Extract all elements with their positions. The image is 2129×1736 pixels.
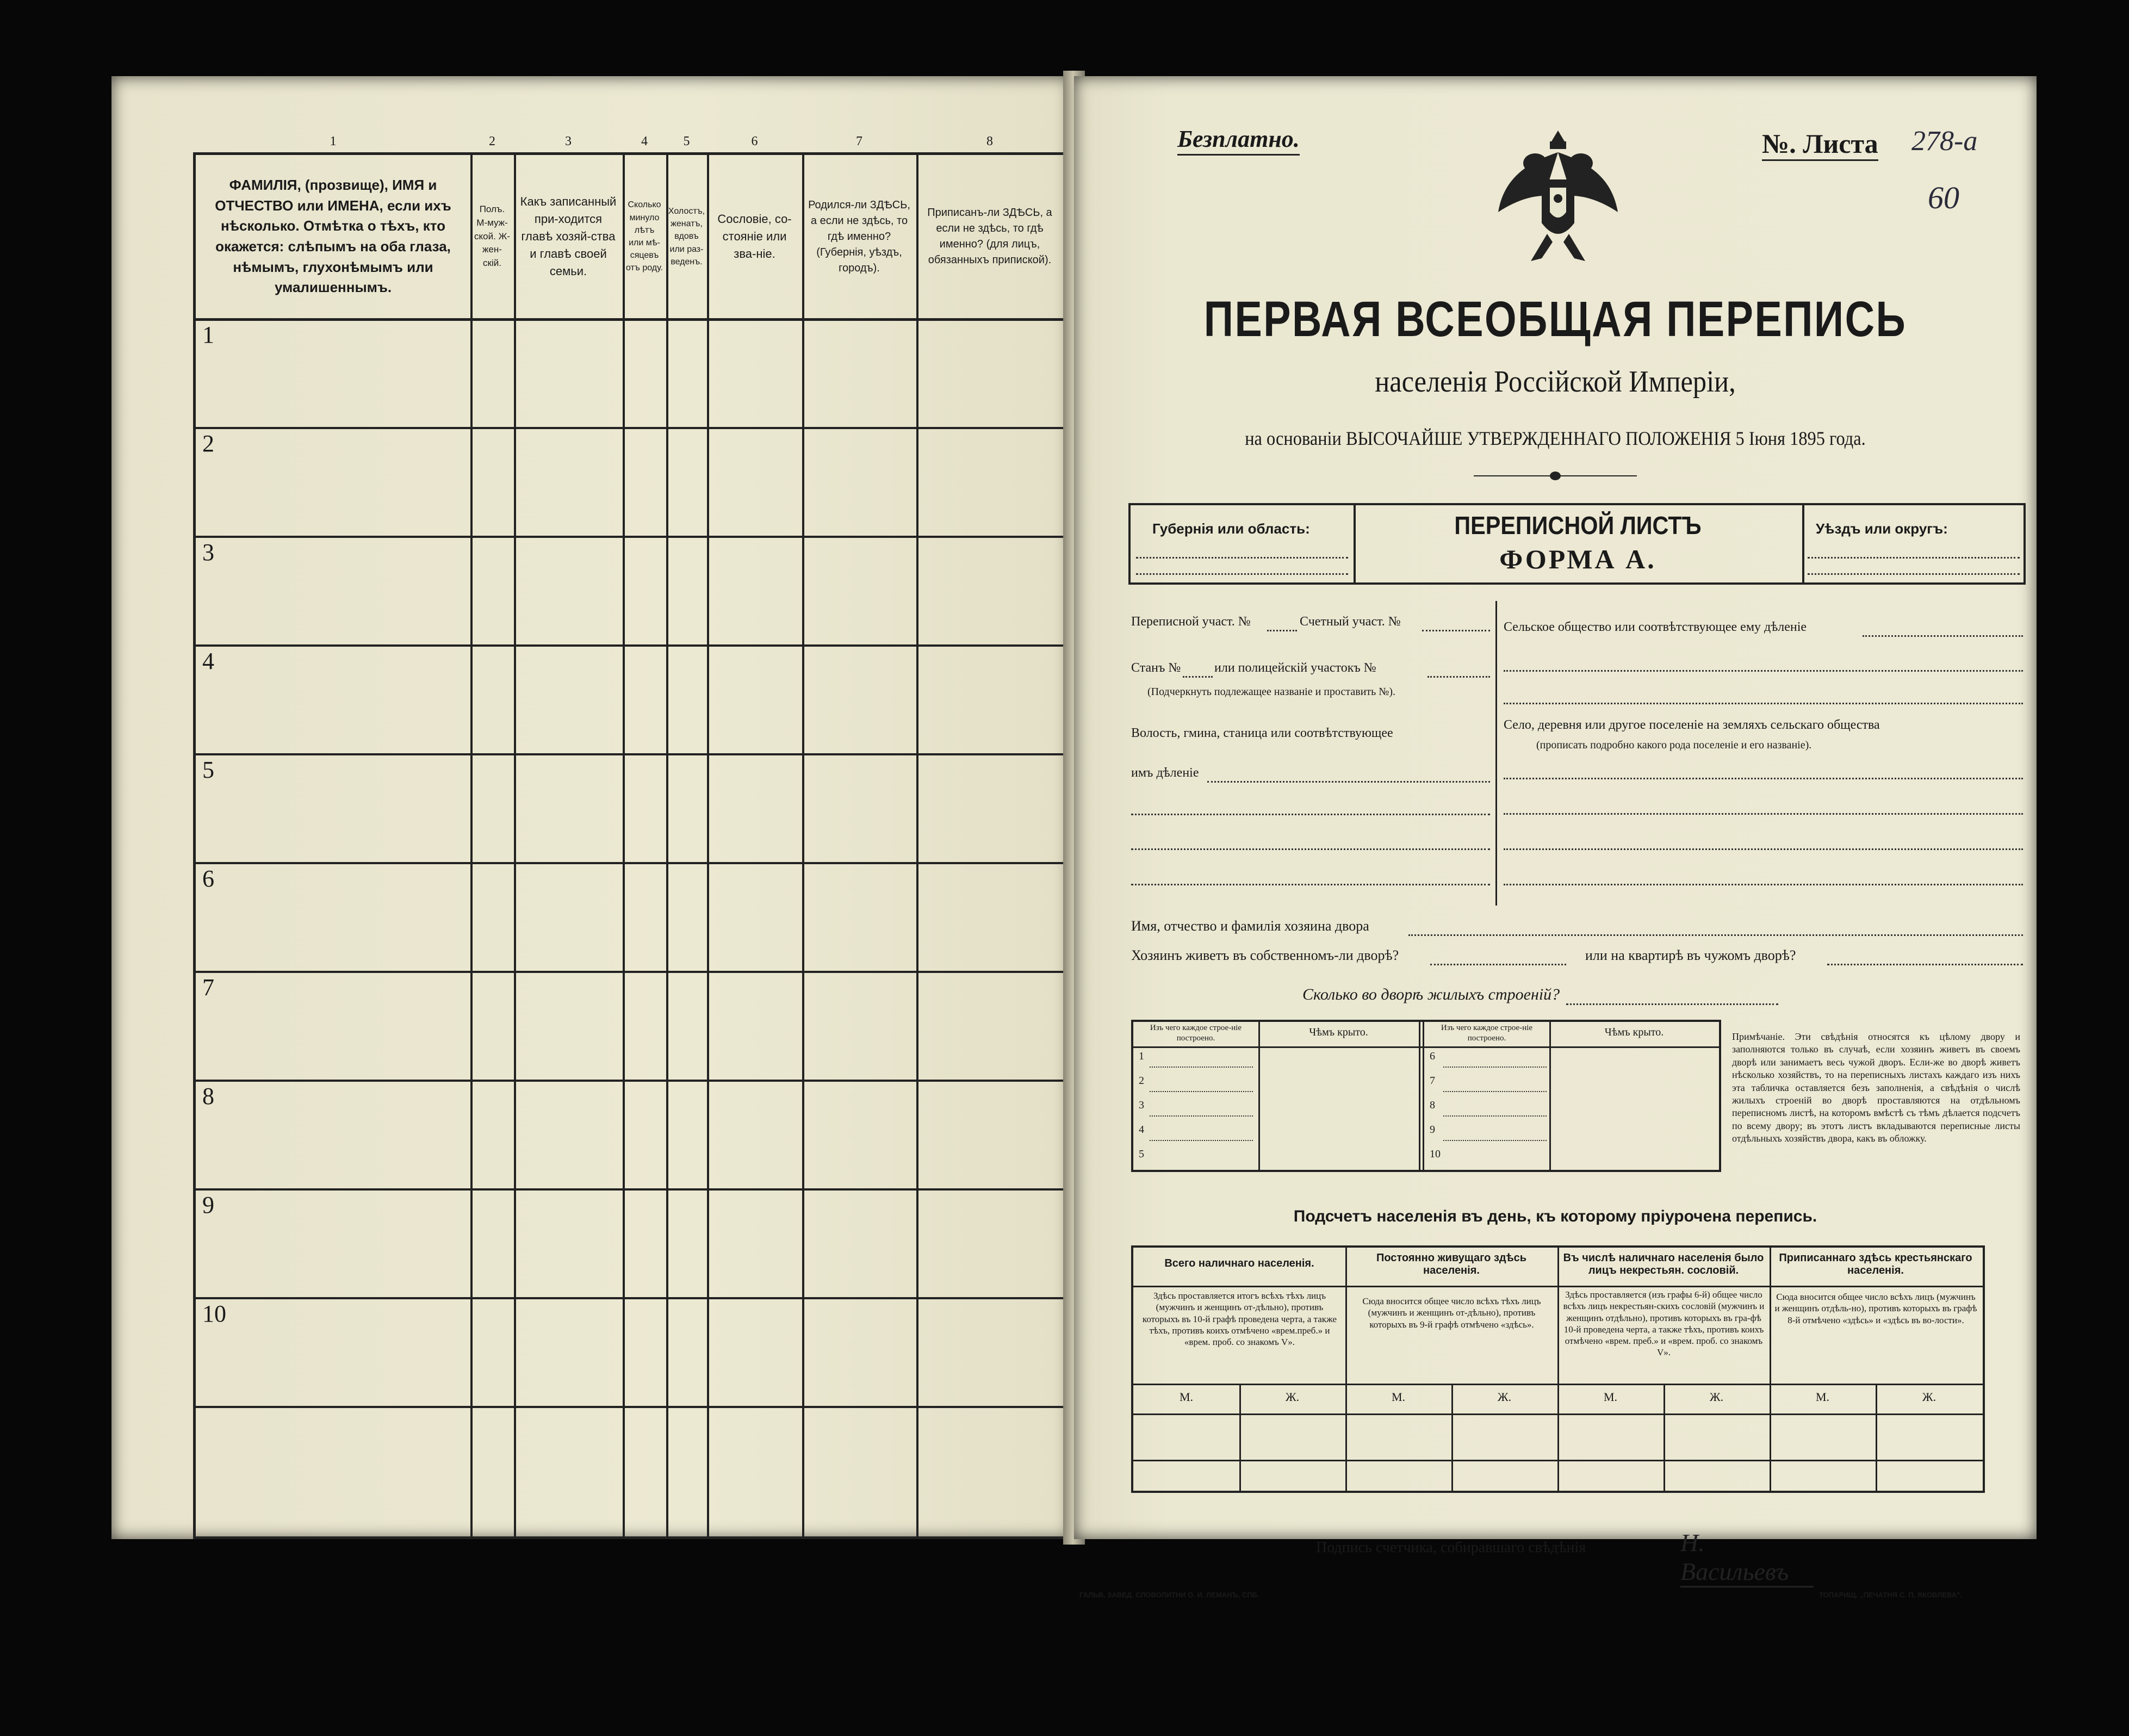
- count-text-total: Здѣсь проставляется итогъ всѣхъ тѣхъ лицъ (мужчинъ и женщинъ от-дѣльно), противъ которыхъ въ 10-й графѣ проведена черта, а также тѣхъ, противъ коихъ отмѣчено «врем.преб.» и «врем. проб. со знакомъ V».: [1142, 1291, 1337, 1347]
- header-marital: Холостъ, женатъ, вдовъ или раз-веденъ.: [668, 207, 705, 266]
- printer-left: ГАЛЬВ. ЗАВЕД. СЛОВОЛИТНИ О. И. ЛЕМАНЪ, СПБ.: [1079, 1591, 1259, 1599]
- buildings-col-material-2: Изъ чего каждое строе-ніе построено.: [1441, 1024, 1533, 1043]
- column-number: 7: [856, 134, 862, 148]
- count-text-nonpeasant: Здѣсь проставляется (изъ графы 6-й) общее число всѣхъ лицъ некрестьян-скихъ сословій (мужчинъ и женщинъ отдѣльно), противъ которыхъ въ гра-фѣ 10-й проведена черта, а также тѣхъ, противъ коихъ отмѣчено «врем. преб.» и «врем. проб. со знакомъ V».: [1563, 1289, 1765, 1358]
- village-label: Село, деревня или другое поселеніе на земляхъ сельскаго общества: [1504, 718, 1880, 732]
- buildings-question: Сколько во дворѣ жилыхъ строеній?: [1302, 985, 1560, 1003]
- form-basis: на основаніи ВЫСОЧАЙШЕ УТВЕРЖДЕННАГО ПОЛОЖЕНІЯ 5 Іюня 1895 года.: [1245, 427, 1866, 449]
- region-header-box: [1128, 503, 2026, 585]
- ornament-divider: [1474, 470, 1637, 481]
- building-row: 9: [1430, 1124, 1435, 1136]
- building-row: 6: [1430, 1050, 1435, 1062]
- stan-note: (Подчеркнуть подлежащее названіе и проставить №).: [1147, 686, 1395, 698]
- buildings-col-roof-2: Чѣмъ крыто.: [1604, 1026, 1664, 1038]
- lives-label: Хозяинъ живетъ въ собственномъ-ли дворѣ?: [1131, 947, 1399, 963]
- sheet-number-handwritten-2: 60: [1928, 180, 1959, 215]
- village-note: (прописать подробно какого рода поселеніе и его названіе).: [1536, 739, 1812, 751]
- header-registered: Приписанъ-ли ЗДѢСЬ, а если не здѣсь, то гдѣ именно? (для лицъ, обязанныхъ припиской).: [927, 207, 1052, 266]
- count-text-peasant: Сюда вносится общее число всѣхъ лицъ (мужчинъ и женщинъ отдѣль-но), противъ которыхъ въ графѣ 8-й отмѣчено «здѣсь» и «здѣсь въ во-лости».: [1774, 1292, 1977, 1325]
- row-number: 6: [202, 865, 214, 892]
- count-text-permanent: Сюда вносится общее число всѣхъ тѣхъ лицъ (мужчинъ и женщинъ от-дѣльно), противъ которыхъ въ 9-й графѣ отмѣчено «здѣсь».: [1362, 1296, 1541, 1330]
- row-number: 4: [202, 648, 214, 674]
- form-letter: ФОРМА А.: [1499, 544, 1656, 574]
- count-female: Ж.: [1285, 1390, 1300, 1404]
- column-number: 4: [641, 134, 648, 148]
- count-male: М.: [1179, 1390, 1194, 1404]
- printer-right: ТОПАРИЩ. „ПЕЧАТНЯ С. П. ЯКОВЛЕВА".: [1819, 1591, 1962, 1599]
- buildings-col-roof: Чѣмъ крыто.: [1309, 1026, 1368, 1038]
- building-row: 8: [1430, 1099, 1435, 1111]
- column-number: 8: [986, 134, 993, 148]
- column-number: 2: [489, 134, 495, 148]
- gubernia-label: Губернія или область:: [1152, 520, 1310, 537]
- uchastok-label: Переписной участ. №: [1131, 615, 1251, 629]
- count-header-peasant: Приписаннаго здѣсь крестьянскаго населенія.: [1779, 1252, 1972, 1276]
- building-row: 2: [1139, 1075, 1144, 1087]
- sheet-number-label: №. Листа: [1762, 128, 1878, 161]
- column-number: 1: [330, 134, 337, 148]
- buildings-col-material: Изъ чего каждое строе-ніе построено.: [1150, 1024, 1242, 1043]
- building-row: 7: [1430, 1075, 1435, 1087]
- count-header-nonpeasant: Въ числѣ наличнаго населенія было лицъ некрестьян. сословій.: [1563, 1252, 1764, 1276]
- header-birthplace: Родился-ли ЗДѢСЬ, а если не здѣсь, то гдѣ именно? (Губернія, уѣздъ, городъ).: [808, 199, 910, 274]
- buildings-note: Примѣчаніе. Эти свѣдѣнія относятся къ цѣлому двору и заполняются только въ случаѣ, если хозяинъ живетъ въ своемъ дворѣ или занимаетъ весь чужой дворъ. Если-же во дворѣ живетъ нѣсколько хозяйствъ, то на переписныхъ листахъ каждаго изъ нихъ эта табличка оставляется безъ заполненія, а свѣдѣнія о числѣ жилыхъ строеній во дворѣ проставляются на отдѣльномъ переписномъ листѣ, на которомъ вмѣстѣ съ тѣмъ дѣлается подсчетъ по всему двору; въ этотъ листъ вкладываются переписные листы отдѣльныхъ хозяйствъ двора, какъ въ обложку.: [1732, 1031, 2020, 1144]
- signature-label: Подпись счетчика, собиравшаго свѣдѣнія: [1316, 1539, 1586, 1556]
- count-title: Подсчетъ населенія въ день, къ которому пріурочена перепись.: [1293, 1207, 1817, 1225]
- police-label: или полицейскій участокъ №: [1214, 661, 1376, 675]
- count-male: М.: [1815, 1390, 1830, 1404]
- header-relation: Какъ записанный при-ходится главѣ хозяй-ства и главѣ своей семьи.: [520, 195, 617, 278]
- left-page: [111, 76, 1071, 1539]
- signature-handwritten: Н. Васильевъ: [1680, 1528, 1814, 1588]
- row-number: 2: [202, 430, 214, 457]
- row-number: 7: [202, 974, 214, 1001]
- form-subtitle: населенія Россійской Имперіи,: [1375, 365, 1736, 399]
- right-page: [1074, 76, 2037, 1599]
- lives-label-2: или на квартирѣ въ чужомъ дворѣ?: [1585, 947, 1796, 963]
- row-number: 3: [202, 539, 214, 566]
- stan-label: Станъ №: [1131, 661, 1181, 675]
- count-header-total: Всего наличнаго населенія.: [1164, 1257, 1314, 1269]
- society-label: Сельское общество или соотвѣтствующее ему дѣленіе: [1504, 620, 1807, 634]
- row-number: 1: [202, 321, 214, 348]
- buildings-table: [1131, 1020, 1721, 1172]
- row-number: 5: [202, 757, 214, 783]
- building-row: 10: [1430, 1148, 1441, 1160]
- row-number: 10: [202, 1300, 226, 1327]
- uezd-label: Уѣздъ или округъ:: [1816, 520, 1948, 537]
- count-female: Ж.: [1497, 1390, 1512, 1404]
- form-name: ПЕРЕПИСНОЙ ЛИСТЪ: [1454, 511, 1702, 540]
- building-row: 4: [1139, 1124, 1144, 1136]
- count-header-permanent: Постоянно живущаго здѣсь населенія.: [1376, 1252, 1527, 1276]
- volost-label-2: имъ дѣленіе: [1131, 766, 1199, 780]
- double-headed-eagle-icon: [1493, 120, 1623, 277]
- owner-label: Имя, отчество и фамилія хозяина двора: [1131, 918, 1369, 934]
- column-number: 3: [565, 134, 572, 148]
- header-name: ФАМИЛІЯ, (прозвище), ИМЯ и ОТЧЕСТВО или ИМЕНА, если ихъ нѣсколько. Отмѣтка о тѣхъ, кто окажется: слѣпымъ на оба глаза, нѣмымъ, глухонѣмымъ или умалишеннымъ.: [215, 176, 451, 296]
- building-row: 3: [1139, 1099, 1144, 1111]
- census-table: [193, 134, 1069, 1539]
- header-estate: Сословіе, со-стояніе или зва-ніе.: [717, 212, 792, 261]
- free-label: Безплатно.: [1177, 125, 1300, 156]
- header-age: Сколько минуло лѣтъ или мѣ-сяцевъ отъ роду.: [626, 200, 663, 273]
- row-number: 9: [202, 1192, 214, 1218]
- header-sex: Полъ. М-муж-ской. Ж-жен-скій.: [474, 204, 510, 268]
- building-row: 5: [1139, 1148, 1144, 1160]
- building-row: 1: [1139, 1050, 1144, 1062]
- schetny-label: Счетный участ. №: [1300, 615, 1401, 629]
- count-male: М.: [1603, 1390, 1618, 1404]
- count-female: Ж.: [1709, 1390, 1724, 1404]
- column-number: 5: [683, 134, 690, 148]
- count-female: Ж.: [1922, 1390, 1936, 1404]
- form-title: ПЕРВАЯ ВСЕОБЩАЯ ПЕРЕПИСЬ: [1203, 292, 1907, 347]
- volost-label: Волость, гмина, станица или соотвѣтствующее: [1131, 726, 1393, 740]
- count-table: [1131, 1245, 1985, 1493]
- sheet-number-handwritten: 278-а: [1911, 126, 1978, 157]
- count-male: М.: [1391, 1390, 1406, 1404]
- row-number: 8: [202, 1083, 214, 1109]
- column-number: 6: [751, 134, 758, 148]
